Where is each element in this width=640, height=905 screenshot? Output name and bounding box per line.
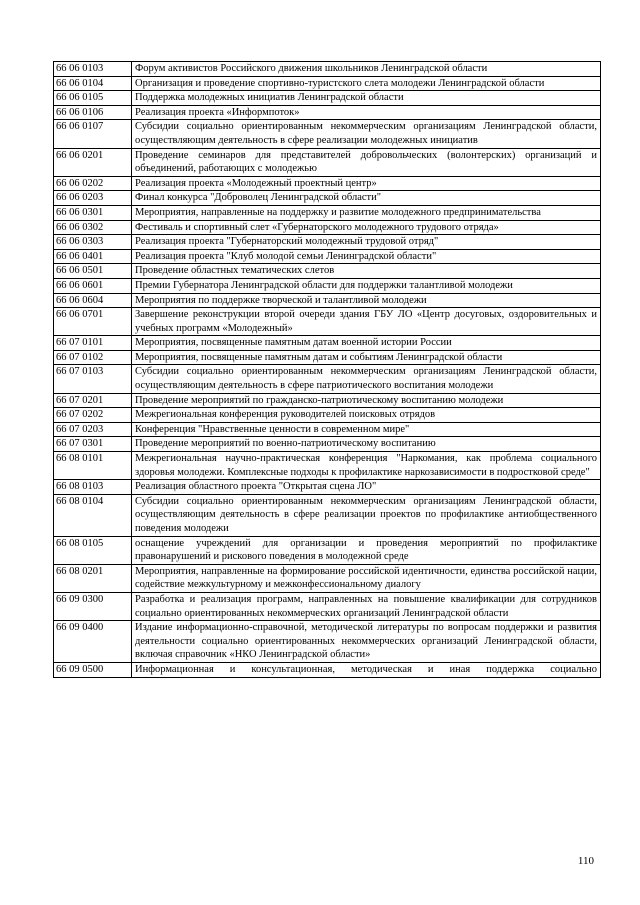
row-description: Межрегиональная научно-практическая конференция "Наркомания, как проблема социального здоровья молодежи. Комплексные подходы к профилактике наркозависимости в подростковой среде" [132,452,601,480]
row-description: Проведение областных тематических слетов [132,264,601,279]
row-code: 66 09 0500 [54,662,132,677]
table-row [54,365,601,393]
row-code: 66 06 0303 [54,235,132,250]
row-code: 66 07 0202 [54,408,132,423]
table-row [54,621,601,663]
table-row [54,662,601,677]
row-description: Мероприятия, посвященные памятным датам и событиям Ленинградской области [132,350,601,365]
row-description: Разработка и реализация программ, направленных на повышение квалификации для сотрудников социально ориентированных некоммерческих организаций Ленинградской области [132,592,601,620]
row-description: Поддержка молодежных инициатив Ленинградской области [132,91,601,106]
table-row [54,205,601,220]
row-description: Премии Губернатора Ленинградской области для поддержки талантливой молодежи [132,278,601,293]
row-code: 66 06 0104 [54,76,132,91]
row-code: 66 06 0601 [54,278,132,293]
row-description: Информационная и консультационная, методическая и иная поддержка социально [132,662,601,677]
row-code: 66 07 0201 [54,393,132,408]
row-code: 66 08 0103 [54,480,132,495]
row-code: 66 07 0301 [54,437,132,452]
row-description: Издание информационно-справочной, методической литературы по вопросам поддержки и развития деятельности социально ориентированных некоммерческих организаций Ленинградской области, включая справочник «НКО Ленинградской области» [132,621,601,663]
row-description: Мероприятия, направленные на поддержку и развитие молодежного предпринимательства [132,205,601,220]
table-row [54,437,601,452]
row-description: Субсидии социально ориентированным некоммерческим организациям Ленинградской области, осуществляющим деятельность в сфере реализации молодежных инициатив [132,120,601,148]
row-description: Завершение реконструкции второй очереди здания ГБУ ЛО «Центр досуговых, оздоровительных и учебных программ «Молодежный» [132,308,601,336]
row-description: Субсидии социально ориентированным некоммерческим организациям Ленинградской области, осуществляющим деятельность в сфере реализации проектов по профилактике антиобщественного поведения молодежи [132,494,601,536]
table-row [54,249,601,264]
table-row [54,264,601,279]
table-row [54,308,601,336]
row-code: 66 06 0501 [54,264,132,279]
row-description: Финал конкурса "Доброволец Ленинградской области" [132,191,601,206]
budget-code-table [53,61,601,678]
row-code: 66 06 0201 [54,148,132,176]
table-row [54,452,601,480]
row-code: 66 08 0104 [54,494,132,536]
row-description: Организация и проведение спортивно-туристского слета молодежи Ленинградской области [132,76,601,91]
row-code: 66 07 0203 [54,422,132,437]
row-code: 66 06 0701 [54,308,132,336]
table-row [54,278,601,293]
row-code: 66 06 0401 [54,249,132,264]
row-code: 66 06 0106 [54,105,132,120]
row-code: 66 09 0300 [54,592,132,620]
page-number: 110 [577,855,594,867]
table-row [54,105,601,120]
row-description: Реализация проекта «Молодежный проектный центр» [132,176,601,191]
row-description: Фестиваль и спортивный слет «Губернаторского молодежного трудового отряда» [132,220,601,235]
row-code: 66 06 0302 [54,220,132,235]
row-description: Проведение семинаров для представителей добровольческих (волонтерских) организаций и объединений, работающих с молодежью [132,148,601,176]
row-code: 66 06 0105 [54,91,132,106]
table-row [54,350,601,365]
row-code: 66 06 0604 [54,293,132,308]
row-description: Субсидии социально ориентированным некоммерческим организациям Ленинградской области, осуществляющим деятельность в сфере патриотического воспитания молодежи [132,365,601,393]
table-row [54,564,601,592]
row-description: оснащение учреждений для организации и проведения мероприятий по профилактике правонарушений и рискового поведения в молодежной среде [132,536,601,564]
row-description: Проведение мероприятий по гражданско-патриотическому воспитанию молодежи [132,393,601,408]
row-code: 66 07 0103 [54,365,132,393]
table-row [54,120,601,148]
row-description: Мероприятия, посвященные памятным датам военной истории России [132,336,601,351]
row-description: Форум активистов Российского движения школьников Ленинградской области [132,62,601,77]
row-description: Конференция "Нравственные ценности в современном мире" [132,422,601,437]
table-row [54,592,601,620]
table-row [54,422,601,437]
row-code: 66 06 0301 [54,205,132,220]
row-code: 66 07 0102 [54,350,132,365]
table-row [54,494,601,536]
row-description: Реализация проекта «Информпоток» [132,105,601,120]
table-row [54,76,601,91]
row-description: Мероприятия по поддержке творческой и талантливой молодежи [132,293,601,308]
row-description: Реализация проекта "Губернаторский молодежный трудовой отряд" [132,235,601,250]
row-description: Реализация проекта "Клуб молодой семьи Ленинградской области" [132,249,601,264]
row-code: 66 06 0202 [54,176,132,191]
table-row [54,62,601,77]
row-description: Проведение мероприятий по военно-патриотическому воспитанию [132,437,601,452]
row-description: Межрегиональная конференция руководителей поисковых отрядов [132,408,601,423]
row-code: 66 06 0107 [54,120,132,148]
table-row [54,480,601,495]
row-code: 66 06 0203 [54,191,132,206]
row-code: 66 08 0201 [54,564,132,592]
table-row [54,393,601,408]
row-description: Мероприятия, направленные на формирование российской идентичности, единства российской нации, содействие межкультурному и межконфессиональному диалогу [132,564,601,592]
table-row [54,336,601,351]
table-row [54,191,601,206]
row-code: 66 06 0103 [54,62,132,77]
row-code: 66 09 0400 [54,621,132,663]
row-description: Реализация областного проекта "Открытая сцена ЛО" [132,480,601,495]
table-row [54,148,601,176]
row-code: 66 08 0105 [54,536,132,564]
table-row [54,293,601,308]
table-row [54,91,601,106]
table-row [54,536,601,564]
table-row [54,220,601,235]
row-code: 66 08 0101 [54,452,132,480]
table-body [54,62,601,678]
table-row [54,176,601,191]
table-row [54,235,601,250]
table-row [54,408,601,423]
row-code: 66 07 0101 [54,336,132,351]
